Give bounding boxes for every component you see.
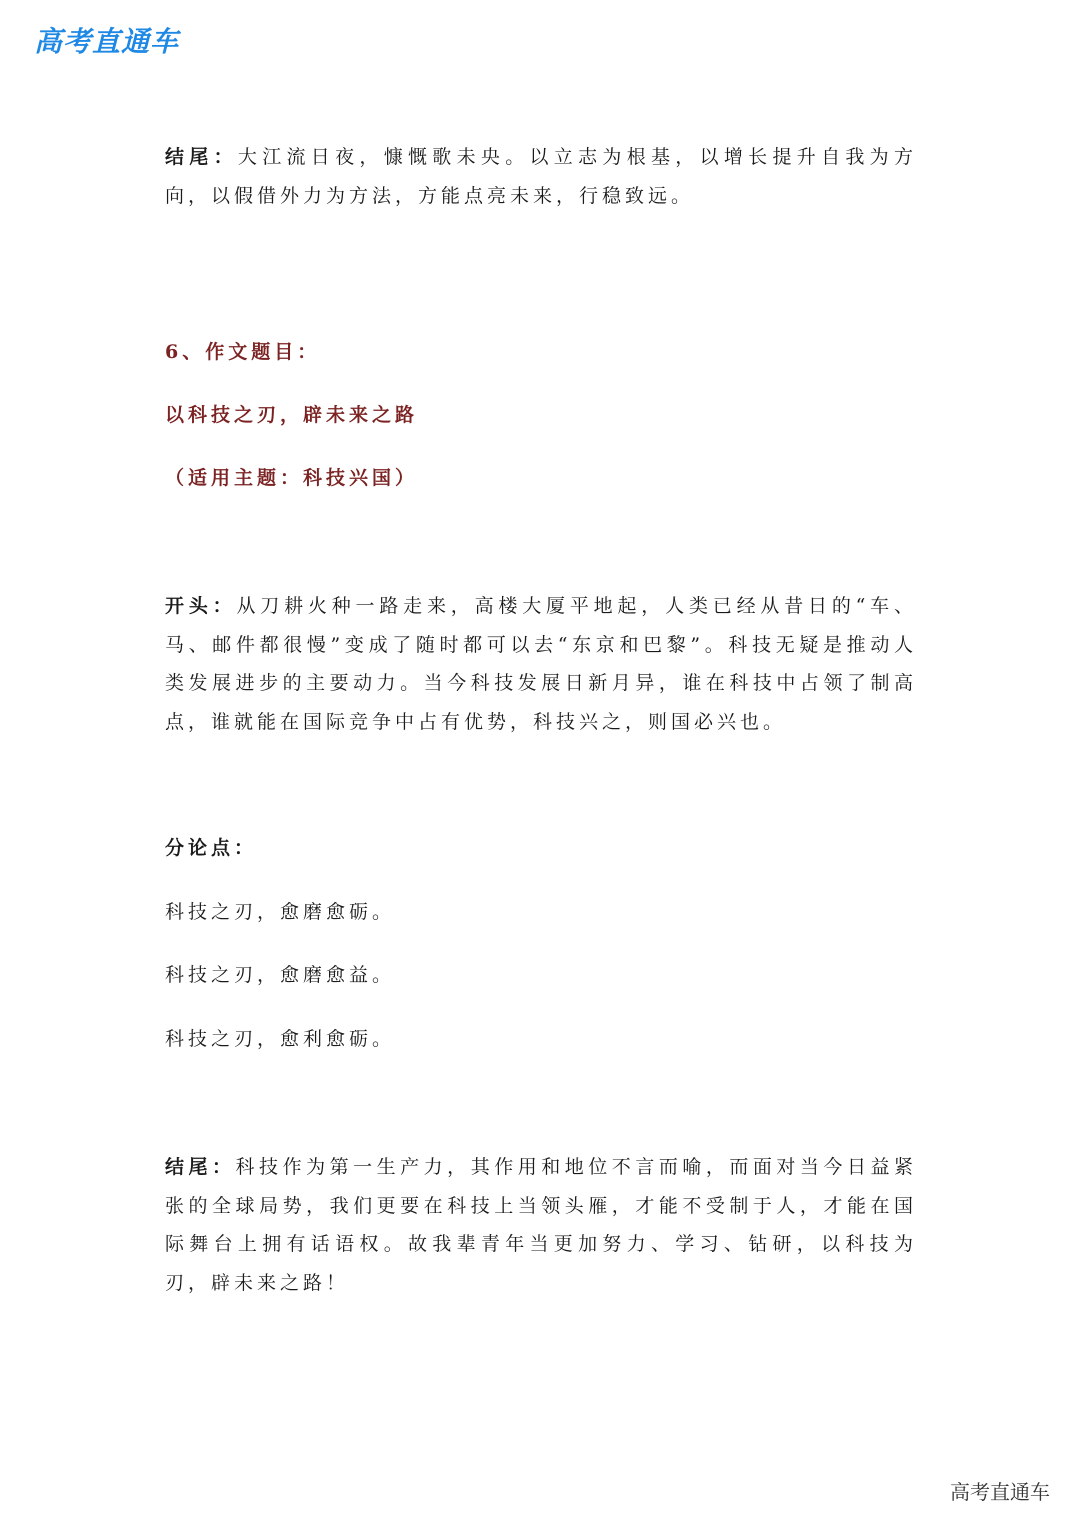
opening-paragraph <box>165 587 917 741</box>
sub-point-1: 科技之刃，愈磨愈砺。 <box>165 901 396 923</box>
topic-theme: （适用主题：科技兴国） <box>165 467 419 489</box>
topic-heading: 6、作文题目： <box>165 341 321 363</box>
topic-title: 以科技之刃，辟未来之路 <box>165 404 419 426</box>
footer-watermark: 高考直通车 <box>950 1480 1050 1504</box>
previous-ending-label: 结尾： <box>165 146 238 168</box>
previous-ending-text: 大江流日夜，慷慨歌未央。以立志为根基，以增长提升自我为方向，以假借外力为方法，方能点亮未来，行稳致远。 <box>165 146 917 207</box>
sub-points-heading: 分论点： <box>165 837 258 859</box>
opening-text: 从刀耕火种一路走来，高楼大厦平地起，人类已经从昔日的“车、马、邮件都很慢”变成了随时都可以去“东京和巴黎”。科技无疑是推动人类发展进步的主要动力。当今科技发展日新月异，谁在科技中占领了制高点，谁就能在国际竞争中占有优势，科技兴之，则国必兴也。 <box>165 595 917 733</box>
sub-point-2: 科技之刃，愈磨愈益。 <box>165 964 396 986</box>
ending-label: 结尾： <box>165 1156 236 1178</box>
brand-logo: 高考直通车 <box>34 25 180 58</box>
previous-ending-paragraph <box>165 138 917 215</box>
ending-text: 科技作为第一生产力，其作用和地位不言而喻，而面对当今日益紧张的全球局势，我们更要在科技上当领头雁，才能不受制于人，才能在国际舞台上拥有话语权。故我辈青年当更加努力、学习、钻研，以科技为刃，辟未来之路！ <box>165 1156 917 1294</box>
sub-point-3: 科技之刃，愈利愈砺。 <box>165 1028 396 1050</box>
opening-label: 开头： <box>165 595 237 617</box>
ending-paragraph <box>165 1148 917 1302</box>
